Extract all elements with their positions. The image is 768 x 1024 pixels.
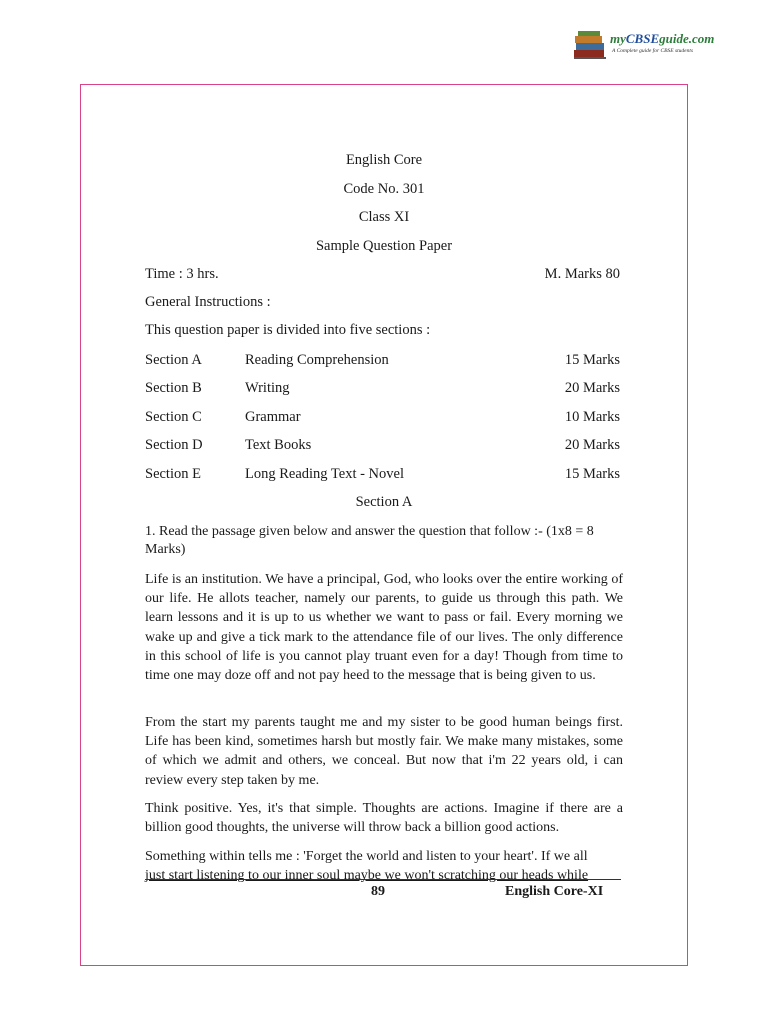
section-marks: 20 Marks bbox=[564, 437, 620, 453]
max-marks-label: M. Marks 80 bbox=[544, 266, 620, 282]
passage-paragraph: Life is an institution. We have a principal, God, who looks over the entire working of our life. He allots teacher, namely our parents, to guide us through this path. We learn lessons and it is up to us whether we want to pass or fail. Every morning we wake up and give a tick mark to the attendance file of our lives. The only difference in this school of life is you cannot play truant even for a day! Though from time to time one may doze off and not pay heed to the message that is being given to us. bbox=[145, 572, 623, 684]
section-marks: 20 Marks bbox=[564, 380, 620, 396]
section-row bbox=[145, 437, 620, 457]
time-marks-row bbox=[145, 266, 620, 286]
section-name: Section E bbox=[145, 466, 201, 482]
footer-title: English Core-XI bbox=[505, 884, 604, 899]
time-label: Time : 3 hrs. bbox=[145, 266, 219, 282]
passage-paragraph-last: Something within tells me : 'Forget the world and listen to your heart'. If we all just start listening to our inner soul maybe we won't scratching our heads while bbox=[145, 849, 589, 884]
subject-title: English Core bbox=[345, 152, 423, 168]
section-name: Section D bbox=[145, 437, 203, 453]
section-row bbox=[145, 352, 620, 372]
question-1: 1. Read the passage given below and answer the question that follow :- (1x8 = 8 Marks) bbox=[145, 524, 594, 557]
section-row bbox=[145, 380, 620, 400]
books-icon bbox=[572, 28, 608, 62]
section-title: Grammar bbox=[245, 409, 301, 425]
paper-title: Sample Question Paper bbox=[315, 238, 453, 254]
section-row bbox=[145, 409, 620, 429]
mycbseguide-logo bbox=[570, 26, 718, 64]
section-name: Section C bbox=[145, 409, 202, 425]
section-title: Reading Comprehension bbox=[245, 352, 389, 368]
section-title: Long Reading Text - Novel bbox=[245, 466, 404, 482]
section-a-heading: Section A bbox=[355, 494, 413, 510]
general-instructions: General Instructions : bbox=[145, 294, 271, 310]
logo-wordmark: myCBSEguide.com bbox=[610, 31, 715, 46]
section-row bbox=[145, 466, 620, 486]
section-marks: 15 Marks bbox=[564, 466, 620, 482]
section-marks: 10 Marks bbox=[564, 409, 620, 425]
passage-paragraph: Think positive. Yes, it's that simple. Thoughts are actions. Imagine if there are a billion good thoughts, the universe will throw back a billion good actions. bbox=[145, 801, 623, 836]
logo-tagline: A Complete guide for CBSE students bbox=[612, 48, 694, 54]
footer-divider bbox=[145, 879, 621, 880]
passage-paragraph: From the start my parents taught me and my sister to be good human beings first. Life has been kind, sometimes harsh but mostly fair. We make many mistakes, some of which we admit and others, we conceal. But now that i'm 22 years old, i can review every step taken by me. bbox=[145, 715, 623, 788]
section-title: Writing bbox=[245, 380, 290, 396]
section-title: Text Books bbox=[245, 437, 312, 453]
sections-intro: This question paper is divided into five sections : bbox=[145, 322, 431, 338]
section-name: Section A bbox=[145, 352, 202, 368]
section-marks: 15 Marks bbox=[564, 352, 620, 368]
section-name: Section B bbox=[145, 380, 202, 396]
class-label: Class XI bbox=[358, 209, 410, 225]
code-number: Code No. 301 bbox=[343, 181, 425, 197]
page-number: 89 bbox=[371, 884, 385, 899]
